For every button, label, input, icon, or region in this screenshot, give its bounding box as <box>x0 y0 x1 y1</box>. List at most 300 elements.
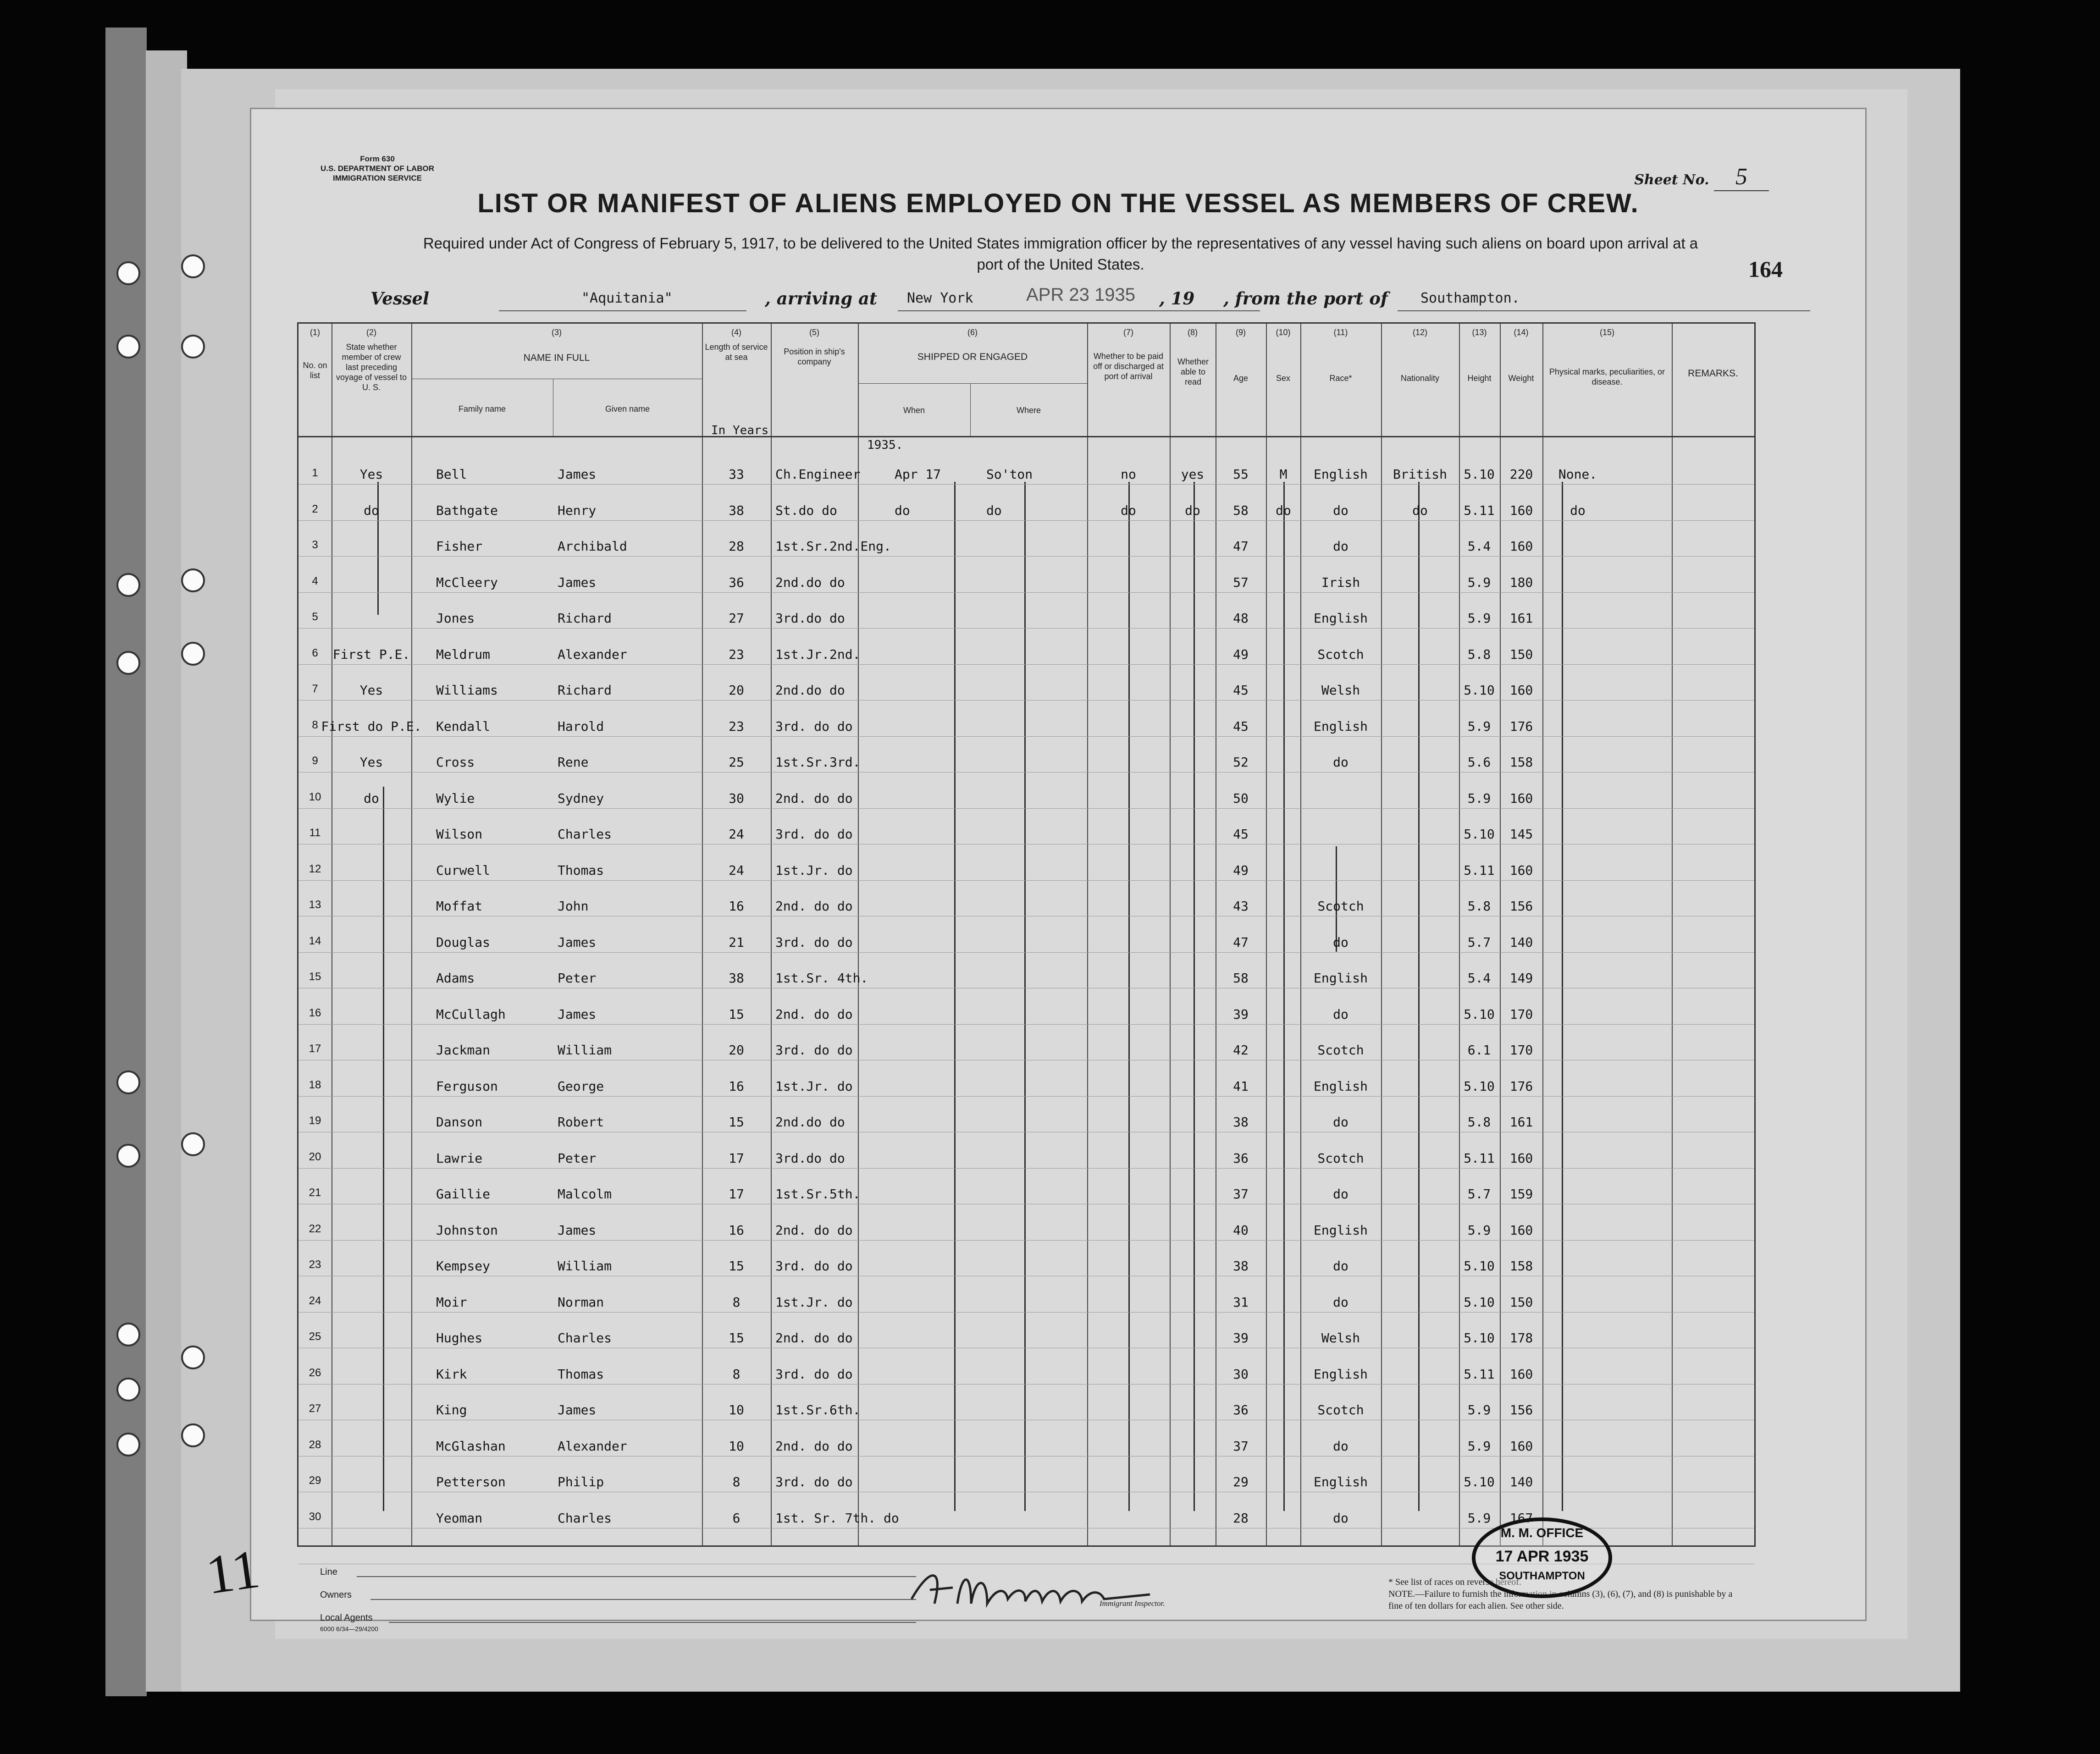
cell-given-name: James <box>558 1402 597 1418</box>
cell-given-name: Richard <box>558 683 612 698</box>
row-rule <box>298 664 1754 665</box>
row-rule <box>298 1024 1754 1025</box>
punch-hole <box>116 335 140 359</box>
column-separator <box>1500 324 1501 1545</box>
cell-position: 1st.Sr.3rd. <box>775 755 861 770</box>
cell-position: Ch.Engineer <box>775 467 861 482</box>
cell-row-number: 20 <box>309 1150 321 1163</box>
cell-given-name: Peter <box>558 971 597 986</box>
punch-hole <box>181 254 205 278</box>
punch-hole <box>116 1144 140 1168</box>
cell-family-name: Williams <box>436 683 498 698</box>
cell-family-name: Petterson <box>436 1474 506 1489</box>
cell-height: 5.9 <box>1467 790 1491 806</box>
cell-row-number: 27 <box>309 1402 321 1415</box>
col-weight: Weight <box>1508 374 1534 383</box>
ditto-line <box>954 482 956 1511</box>
col-num-9: (9) <box>1236 328 1246 337</box>
cell-service-years: 8 <box>732 1294 741 1310</box>
col-where: Where <box>1016 406 1041 415</box>
vessel-label: Vessel <box>370 288 430 309</box>
cell-weight: 161 <box>1509 611 1533 626</box>
cell-shipped-where: So'ton <box>986 467 1033 482</box>
cell-weight: 167 <box>1509 1510 1533 1526</box>
from-port-line <box>1398 310 1810 311</box>
col-num-8: (8) <box>1188 328 1198 337</box>
owners-underline <box>370 1599 916 1600</box>
column-separator <box>1266 324 1267 1545</box>
cell-position: 2nd.do do <box>775 683 845 698</box>
row-rule <box>298 952 1754 953</box>
cell-given-name: Philip <box>558 1474 604 1489</box>
col-name-in-full: NAME IN FULL <box>523 353 590 363</box>
cell-service-years: 38 <box>729 971 744 986</box>
cell-position: 1st.Jr.2nd. <box>775 646 861 662</box>
manifest-sheet <box>250 108 1867 1633</box>
col-sex: Sex <box>1276 374 1291 383</box>
cell-family-name: Bathgate <box>436 502 498 518</box>
punch-hole <box>181 568 205 592</box>
cell-weight: 176 <box>1509 1078 1533 1094</box>
cell-position: 2nd. do do <box>775 899 853 914</box>
col-age: Age <box>1233 374 1249 383</box>
cell-row-number: 16 <box>309 1006 321 1019</box>
page-subtitle: Required under Act of Congress of February 5, 1917, to be delivered to the United States immigration officer by the representatives of any vessel having such aliens on board upon arrival at a port of the United States. <box>423 235 1698 273</box>
col-able-to-read: Whether able to read <box>1177 357 1209 386</box>
cell-service-years: 33 <box>729 467 744 482</box>
cell-age: 43 <box>1233 899 1249 914</box>
cell-position: 3rd. do do <box>775 1474 853 1489</box>
punch-hole <box>181 1346 205 1369</box>
cell-position: 2nd. do do <box>775 1438 853 1454</box>
ditto-line <box>1283 482 1285 1511</box>
cell-height: 5.10 <box>1464 467 1495 482</box>
col-num-4: (4) <box>731 328 741 337</box>
cell-height: 6.1 <box>1467 1042 1491 1058</box>
page-title: LIST OR MANIFEST OF ALIENS EMPLOYED ON THE VESSEL AS MEMBERS OF CREW. <box>477 188 1639 218</box>
col-nationality: Nationality <box>1400 374 1440 383</box>
cell-age: 28 <box>1233 1510 1249 1526</box>
cell-family-name: Johnston <box>436 1222 498 1238</box>
cell-race: Welsh <box>1321 683 1360 698</box>
header-divider <box>298 436 1754 437</box>
cell-weight: 150 <box>1509 646 1533 662</box>
cell-weight: 149 <box>1509 971 1533 986</box>
cell-previous-voyage: Yes <box>359 683 383 698</box>
cell-weight: 159 <box>1509 1186 1533 1202</box>
cell-row-number: 25 <box>309 1330 321 1343</box>
ditto-line <box>1562 482 1563 1511</box>
cell-age: 55 <box>1233 467 1249 482</box>
from-port: Southampton. <box>1420 290 1520 306</box>
cell-height: 5.8 <box>1467 899 1491 914</box>
cell-row-number: 15 <box>309 971 321 983</box>
line-underline <box>357 1576 916 1577</box>
column-separator <box>1300 324 1301 1545</box>
cell-position: 1st.Jr. do <box>775 1078 853 1094</box>
arriving-port: New York <box>907 290 973 306</box>
ditto-line <box>1024 482 1026 1511</box>
cell-service-years: 23 <box>729 718 744 734</box>
cell-service-years: 10 <box>729 1402 744 1418</box>
cell-weight: 158 <box>1509 755 1533 770</box>
cell-previous-voyage: Yes <box>359 467 383 482</box>
cell-age: 41 <box>1233 1078 1249 1094</box>
col-family-name: Family name <box>458 404 506 414</box>
cell-height: 5.11 <box>1464 502 1495 518</box>
row-rule <box>298 556 1754 557</box>
cell-race: English <box>1313 1222 1368 1238</box>
cell-height: 5.9 <box>1467 1222 1491 1238</box>
cell-position: 2nd. do do <box>775 1006 853 1022</box>
col-physical-marks: Physical marks, peculiarities, or disease. <box>1549 367 1665 386</box>
cell-service-years: 24 <box>729 862 744 878</box>
cell-weight: 180 <box>1509 574 1533 590</box>
cell-age: 36 <box>1233 1150 1249 1166</box>
cell-service-years: 25 <box>729 755 744 770</box>
cell-race: do <box>1333 1294 1348 1310</box>
cell-row-number: 7 <box>312 683 318 695</box>
cell-service-years: 8 <box>732 1366 741 1382</box>
service-units-note: In Years <box>711 424 769 437</box>
cell-race: do <box>1333 1510 1348 1526</box>
cell-race: Scotch <box>1317 646 1364 662</box>
cell-race: do <box>1333 1006 1348 1022</box>
arrival-date-stamp: APR 23 1935 <box>1026 285 1135 305</box>
cell-row-number: 22 <box>309 1222 321 1235</box>
cell-age: 37 <box>1233 1438 1249 1454</box>
cell-position: 1st.Jr. do <box>775 1294 853 1310</box>
line-label: Line <box>320 1567 337 1577</box>
cell-race: English <box>1313 611 1368 626</box>
cell-height: 5.6 <box>1467 755 1491 770</box>
cell-row-number: 4 <box>312 574 318 587</box>
punch-hole <box>181 1132 205 1156</box>
cell-race: English <box>1313 467 1368 482</box>
col-num-10: (10) <box>1276 328 1291 337</box>
column-separator <box>1672 324 1673 1545</box>
cell-height: 5.4 <box>1467 971 1491 986</box>
cell-age: 38 <box>1233 1258 1249 1274</box>
cell-row-number: 23 <box>309 1258 321 1271</box>
cell-service-years: 15 <box>729 1114 744 1130</box>
cell-age: 49 <box>1233 646 1249 662</box>
row-rule <box>298 628 1754 629</box>
cell-previous-voyage: Yes <box>359 755 383 770</box>
cell-family-name: Wilson <box>436 827 483 842</box>
row-rule <box>298 1240 1754 1241</box>
column-separator <box>858 324 859 1545</box>
vessel-name: "Aquitania" <box>581 290 673 306</box>
cell-height: 5.11 <box>1464 862 1495 878</box>
cell-row-number: 5 <box>312 611 318 623</box>
cell-age: 47 <box>1233 934 1249 950</box>
punch-hole <box>116 261 140 285</box>
cell-service-years: 20 <box>729 683 744 698</box>
cell-height: 5.10 <box>1464 1294 1495 1310</box>
column-separator <box>702 324 703 1545</box>
cell-height: 5.8 <box>1467 646 1491 662</box>
ditto-line <box>1128 482 1130 1511</box>
sheet-number-value: 5 <box>1714 163 1769 191</box>
cell-family-name: Cross <box>436 755 475 770</box>
cell-age: 29 <box>1233 1474 1249 1489</box>
cell-age: 47 <box>1233 539 1249 554</box>
cell-weight: 145 <box>1509 827 1533 842</box>
cell-age: 50 <box>1233 790 1249 806</box>
arriving-port-line <box>898 310 1260 311</box>
col-num-6: (6) <box>967 328 978 337</box>
cell-family-name: Moir <box>436 1294 467 1310</box>
col-num-14: (14) <box>1514 328 1529 337</box>
col-no-on-list: No. on list <box>303 361 327 380</box>
col-num-12: (12) <box>1412 328 1427 337</box>
cell-service-years: 16 <box>729 1078 744 1094</box>
col-when: When <box>903 406 925 415</box>
cell-height: 5.11 <box>1464 1150 1495 1166</box>
cell-family-name: Kempsey <box>436 1258 491 1274</box>
row-rule <box>298 808 1754 809</box>
cell-family-name: Yeoman <box>436 1510 483 1526</box>
punch-hole <box>116 1433 140 1456</box>
cell-family-name: Douglas <box>436 934 491 950</box>
cell-race: English <box>1313 1474 1368 1489</box>
cell-previous-voyage: First do P.E. <box>321 718 422 734</box>
register-number: 164 <box>1748 256 1783 282</box>
print-code: 6000 6/34—29/4200 <box>320 1625 378 1633</box>
sheet-number <box>1634 163 1769 191</box>
cell-service-years: 17 <box>729 1186 744 1202</box>
cell-previous-voyage: do <box>364 790 379 806</box>
cell-family-name: Danson <box>436 1114 483 1130</box>
cell-height: 5.10 <box>1464 1330 1495 1346</box>
col-previous-voyage: State whether member of crew last preceding voyage of vessel to U. S. <box>336 342 407 392</box>
cell-family-name: Ferguson <box>436 1078 498 1094</box>
cell-given-name: Robert <box>558 1114 604 1130</box>
cell-position: 1st.Jr. do <box>775 862 853 878</box>
cell-service-years: 16 <box>729 1222 744 1238</box>
local-agents-underline <box>389 1622 916 1623</box>
row-rule <box>298 484 1754 485</box>
cell-family-name: McCullagh <box>436 1006 506 1022</box>
cell-given-name: Charles <box>558 1330 612 1346</box>
cell-position: 2nd.do do <box>775 574 845 590</box>
vessel-name-line <box>499 310 746 311</box>
from-port-label: , from the port of <box>1223 288 1388 309</box>
cell-weight: 160 <box>1509 1438 1533 1454</box>
cell-given-name: James <box>558 467 597 482</box>
punch-hole <box>116 651 140 675</box>
office-stamp-date: 17 APR 1935 <box>1495 1548 1589 1565</box>
cell-age: 45 <box>1233 683 1249 698</box>
cell-row-number: 2 <box>312 502 318 515</box>
cell-service-years: 15 <box>729 1006 744 1022</box>
cell-age: 48 <box>1233 611 1249 626</box>
cell-race: do <box>1333 539 1348 554</box>
cell-service-years: 20 <box>729 1042 744 1058</box>
cell-nationality: British <box>1393 467 1448 482</box>
ditto-line <box>377 482 379 615</box>
row-rule <box>298 736 1754 737</box>
column-separator <box>1542 324 1543 1545</box>
cell-family-name: Kendall <box>436 718 491 734</box>
cell-row-number: 19 <box>309 1114 321 1127</box>
cell-weight: 176 <box>1509 718 1533 734</box>
cell-able-to-read: do <box>1185 502 1200 518</box>
cell-race: do <box>1333 934 1348 950</box>
col-shipped-or-engaged: SHIPPED OR ENGAGED <box>917 352 1028 362</box>
cell-family-name: Kirk <box>436 1366 467 1382</box>
column-separator <box>1170 324 1171 1545</box>
office-stamp-top: M. M. OFFICE <box>1500 1526 1584 1540</box>
form-id: Form 630 U.S. DEPARTMENT OF LABOR IMMIGRATION SERVICE <box>320 154 435 182</box>
cell-height: 5.4 <box>1467 539 1491 554</box>
cell-family-name: Lawrie <box>436 1150 483 1166</box>
cell-weight: 140 <box>1509 1474 1533 1489</box>
cell-race: do <box>1333 1114 1348 1130</box>
cell-weight: 160 <box>1509 502 1533 518</box>
cell-row-number: 21 <box>309 1186 321 1199</box>
cell-position: 2nd. do do <box>775 790 853 806</box>
cell-row-number: 3 <box>312 539 318 551</box>
cell-height: 5.9 <box>1467 574 1491 590</box>
cell-row-number: 10 <box>309 790 321 803</box>
cell-position: 1st. Sr. 7th. do <box>775 1510 899 1526</box>
cell-family-name: Wylie <box>436 790 475 806</box>
cell-race: English <box>1313 971 1368 986</box>
cell-height: 5.9 <box>1467 1510 1491 1526</box>
arriving-label: , arriving at <box>765 288 878 309</box>
cell-given-name: Norman <box>558 1294 604 1310</box>
cell-given-name: James <box>558 1222 597 1238</box>
cell-family-name: Curwell <box>436 862 491 878</box>
cell-shipped-when: Apr 17 <box>895 467 941 482</box>
cell-given-name: James <box>558 574 597 590</box>
cell-service-years: 10 <box>729 1438 744 1454</box>
cell-position: 3rd.do do <box>775 611 845 626</box>
year-label: , 19 <box>1159 288 1195 309</box>
column-separator <box>1459 324 1460 1545</box>
cell-weight: 160 <box>1509 1222 1533 1238</box>
cell-age: 36 <box>1233 1402 1249 1418</box>
cell-weight: 160 <box>1509 683 1533 698</box>
cell-row-number: 9 <box>312 755 318 767</box>
cell-race: do <box>1333 502 1348 518</box>
cell-position: 3rd. do do <box>775 1366 853 1382</box>
col-num-2: (2) <box>366 328 376 337</box>
cell-service-years: 16 <box>729 899 744 914</box>
cell-family-name: Adams <box>436 971 475 986</box>
ditto-line <box>1418 482 1420 1511</box>
shipped-year: 1935. <box>867 438 903 452</box>
cell-age: 49 <box>1233 862 1249 878</box>
col-remarks: REMARKS. <box>1688 368 1738 379</box>
punch-hole <box>181 642 205 666</box>
cell-weight: 156 <box>1509 899 1533 914</box>
col-paid-off: Whether to be paid off or discharged at port of arrival <box>1093 352 1164 381</box>
cell-height: 5.8 <box>1467 1114 1491 1130</box>
cell-row-number: 12 <box>309 862 321 875</box>
cell-service-years: 24 <box>729 827 744 842</box>
cell-given-name: James <box>558 934 597 950</box>
cell-family-name: Moffat <box>436 899 483 914</box>
ditto-line <box>1194 482 1195 1511</box>
cell-weight: 220 <box>1509 467 1533 482</box>
cell-height: 5.10 <box>1464 683 1495 698</box>
cell-race: do <box>1333 755 1348 770</box>
cell-height: 5.9 <box>1467 1402 1491 1418</box>
cell-shipped-where: do <box>986 502 1002 518</box>
cell-position: 3rd.do do <box>775 1150 845 1166</box>
cell-position: 3rd. do do <box>775 934 853 950</box>
row-rule <box>298 880 1754 881</box>
cell-height: 5.9 <box>1467 611 1491 626</box>
margin-handwritten-mark: 11 <box>202 1538 264 1606</box>
punch-hole <box>181 1423 205 1447</box>
cell-weight: 160 <box>1509 790 1533 806</box>
cell-age: 38 <box>1233 1114 1249 1130</box>
cell-height: 5.10 <box>1464 1006 1495 1022</box>
punch-hole <box>116 1378 140 1401</box>
col-position: Position in ship's company <box>784 347 845 366</box>
cell-given-name: Thomas <box>558 862 604 878</box>
col-num-5: (5) <box>809 328 819 337</box>
cell-given-name: Malcolm <box>558 1186 612 1202</box>
cell-given-name: Rene <box>558 755 589 770</box>
failure-note: NOTE.—Failure to furnish the information in columns (3), (6), (7), and (8) is punishable by a fine of ten dollars for each alien. See other side. <box>1388 1589 1733 1611</box>
cell-position: 1st.Sr.5th. <box>775 1186 861 1202</box>
punch-hole <box>116 1070 140 1094</box>
cell-race: English <box>1313 1078 1368 1094</box>
cell-age: 31 <box>1233 1294 1249 1310</box>
cell-given-name: James <box>558 1006 597 1022</box>
cell-service-years: 27 <box>729 611 744 626</box>
col-num-13: (13) <box>1472 328 1487 337</box>
cell-weight: 178 <box>1509 1330 1533 1346</box>
cell-service-years: 30 <box>729 790 744 806</box>
cell-race: English <box>1313 718 1368 734</box>
cell-age: 40 <box>1233 1222 1249 1238</box>
cell-given-name: Charles <box>558 1510 612 1526</box>
cell-row-number: 29 <box>309 1474 321 1487</box>
cell-position: 1st.Sr.2nd.Eng. <box>775 539 891 554</box>
column-separator <box>771 324 772 1545</box>
cell-weight: 160 <box>1509 1150 1533 1166</box>
cell-age: 52 <box>1233 755 1249 770</box>
cell-height: 5.10 <box>1464 827 1495 842</box>
cell-height: 5.10 <box>1464 1474 1495 1489</box>
cell-row-number: 28 <box>309 1438 321 1451</box>
cell-service-years: 23 <box>729 646 744 662</box>
cell-weight: 156 <box>1509 1402 1533 1418</box>
cell-height: 5.10 <box>1464 1258 1495 1274</box>
ditto-line <box>383 787 384 1511</box>
cell-family-name: McGlashan <box>436 1438 506 1454</box>
races-note: * See list of races on reverse hereof. <box>1388 1577 1521 1587</box>
cell-race: do <box>1333 1258 1348 1274</box>
col-num-11: (11) <box>1333 328 1348 337</box>
cell-row-number: 6 <box>312 646 318 659</box>
col-given-name: Given name <box>605 404 650 414</box>
cell-race: do <box>1333 1438 1348 1454</box>
cell-position: 2nd. do do <box>775 1222 853 1238</box>
cell-service-years: 17 <box>729 1150 744 1166</box>
cell-position: 3rd. do do <box>775 827 853 842</box>
cell-physical-marks: None. <box>1558 467 1597 482</box>
cell-race: Scotch <box>1317 1150 1364 1166</box>
cell-family-name: McCleery <box>436 574 498 590</box>
cell-given-name: Thomas <box>558 1366 604 1382</box>
